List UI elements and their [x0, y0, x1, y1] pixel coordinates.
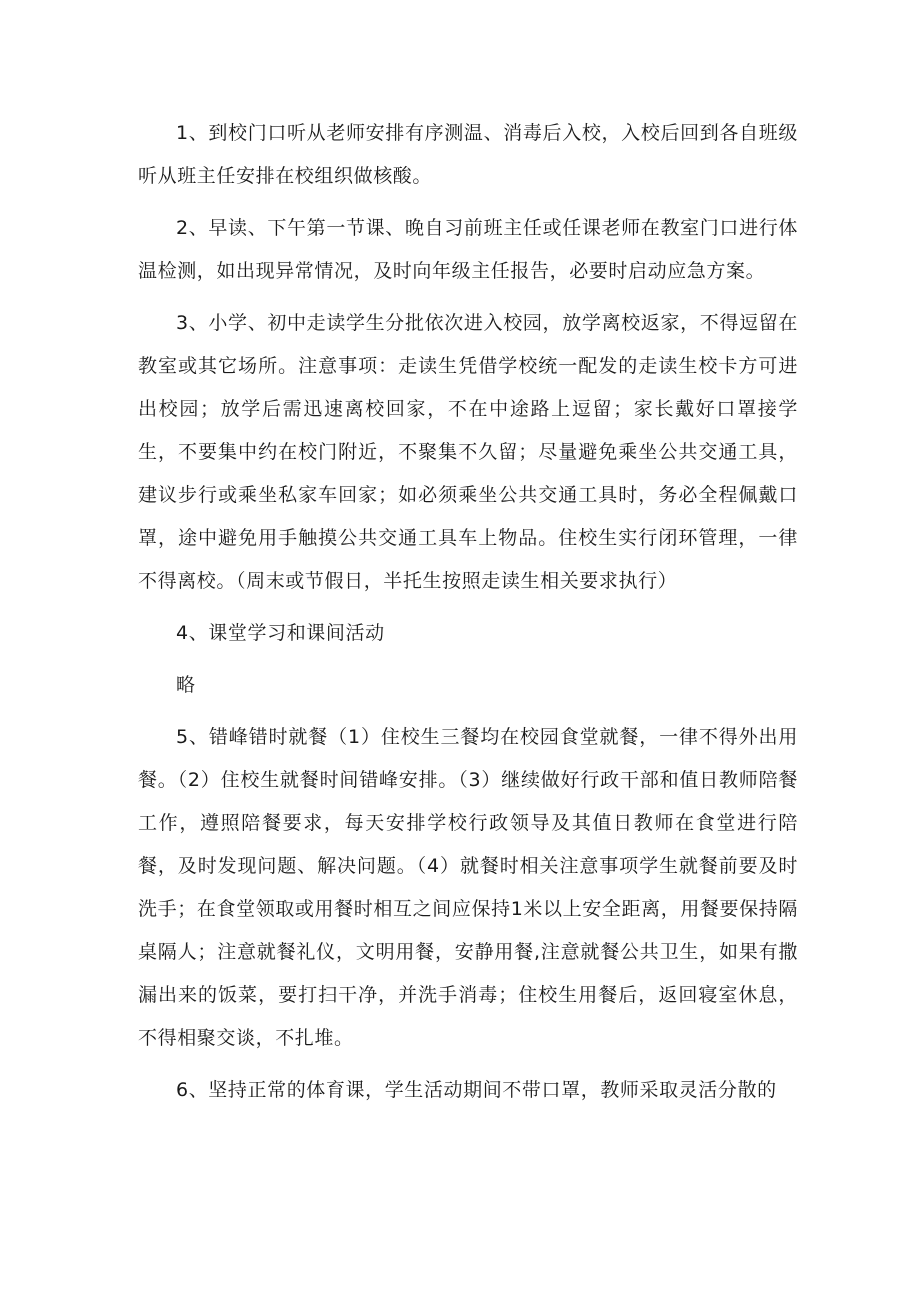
- paragraph-6: 6、坚持正常的体育课，学生活动期间不带口罩，教师采取灵活分散的: [176, 1079, 777, 1101]
- paragraph-4-heading: 4、课堂学习和课间活动: [176, 622, 385, 644]
- paragraph-4-body: 略: [176, 674, 196, 696]
- paragraph-5: 5、错峰错时就餐（1）住校生三餐均在校园食堂就餐，一律不得外出用餐。（2）住校生就餐时间错峰安排。（3）继续做好行政干部和值日教师陪餐工作，遵照陪餐要求，每天安排学校行政领导及其值日教师在食堂进行陪餐，及时发现问题、解决问题。（4）就餐时相关注意事项学生就餐前要及时洗手；在食堂领取或用餐时相互之间应保持1米以上安全距离，用餐要保持隔桌隔人；注意就餐礼仪，文明用餐，安静用餐,注意就餐公共卫生，如果有撒漏出来的饭菜，要打扫干净，并洗手消毒；住校生用餐后，返回寝室休息，不得相聚交谈，不扎堆。: [138, 726, 798, 1049]
- document-body: [138, 112, 798, 1121]
- paragraph-2: 2、早读、下午第一节课、晚自习前班主任或任课老师在教室门口进行体温检测，如出现异常情况，及时向年级主任报告，必要时启动应急方案。: [138, 217, 798, 282]
- paragraph-3: 3、小学、初中走读学生分批依次进入校园，放学离校返家，不得逗留在教室或其它场所。注意事项：走读生凭借学校统一配发的走读生校卡方可进出校园；放学后需迅速离校回家，不在中途路上逗留；家长戴好口罩接学生，不要集中约在校门附近，不聚集不久留；尽量避免乘坐公共交通工具，建议步行或乘坐私家车回家；如必须乘坐公共交通工具时，务必全程佩戴口罩，途中避免用手触摸公共交通工具车上物品。住校生实行闭环管理，一律不得离校。（周末或节假日，半托生按照走读生相关要求执行）: [138, 312, 798, 592]
- paragraph-1: 1、到校门口听从老师安排有序测温、消毒后入校，入校后回到各自班级听从班主任安排在校组织做核酸。: [138, 122, 798, 187]
